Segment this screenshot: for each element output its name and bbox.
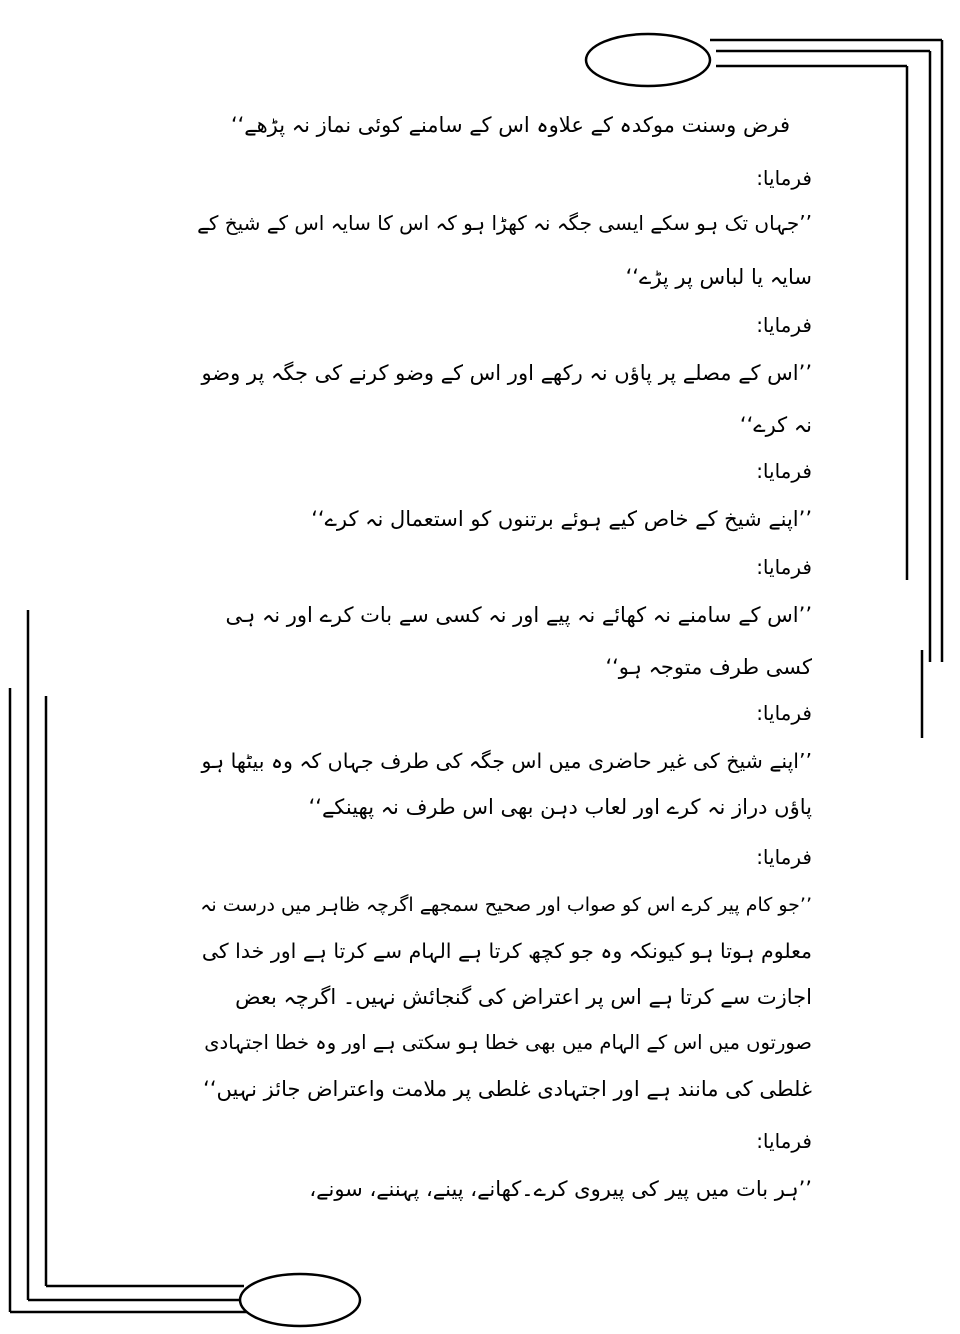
section-line: ’’اپنے شیخ کی غیر حاضری میں اس جگہ کی طرف جہاں کہ وہ بیٹھا ہو — [201, 749, 812, 773]
section-line: ’’جہاں تک ہو سکے ایسی جگہ نہ کھڑا ہو کہ اس کا سایہ اس کے شیخ کے — [197, 211, 812, 235]
section-label: فرمایا: — [756, 555, 812, 579]
section-line: صورتوں میں اس کے الہام میں بھی خطا ہو سکتی ہے اور وہ خطا اجتہادی — [204, 1031, 812, 1054]
section-line: نہ کرے‘‘ — [739, 413, 812, 437]
section-line: پاؤں دراز نہ کرے اور لعاب دہن بھی اس طرف نہ پھینکے‘‘ — [308, 795, 812, 819]
section-label: فرمایا: — [756, 313, 812, 337]
section-label: فرمایا: — [756, 701, 812, 725]
section-line: غلطی کی مانند ہے اور اجتہادی غلطی پر ملامت واعتراض جائز نہیں‘‘ — [203, 1077, 812, 1101]
section-line: کسی طرف متوجہ ہو‘‘ — [605, 655, 812, 679]
section-line: ’’اس کے مصلے پر پاؤں نہ رکھے اور اس کے وضو کرنے کی جگہ پر وضو — [201, 361, 812, 385]
section-line: اجازت سے کرتا ہے اس پر اعتراض کی گنجائش نہیں۔ اگرچہ بعض — [235, 985, 812, 1009]
section-line: ’’اس کے سامنے نہ کھائے نہ پیے اور نہ کسی سے بات کرے اور نہ ہی — [225, 603, 812, 627]
section-label: فرمایا: — [756, 166, 812, 190]
section-line: ’’اپنے شیخ کے خاص کیے ہوئے برتنوں کو استعمال نہ کرے‘‘ — [311, 507, 812, 531]
bottom-ornament-oval — [240, 1274, 360, 1326]
section-line: ’’جو کام پیر کرے اس کو صواب اور صحیح سمجھے اگرچہ ظاہر میں درست نہ — [200, 894, 812, 916]
section-label: فرمایا: — [756, 459, 812, 483]
section-line: سایہ یا لباس پر پڑے‘‘ — [625, 265, 812, 289]
intro-line: فرض وسنت موکدہ کے علاوہ اس کے سامنے کوئی نماز نہ پڑھے‘‘ — [230, 113, 790, 137]
section-label: فرمایا: — [756, 1129, 812, 1153]
section-line: معلوم ہوتا ہو کیونکہ وہ جو کچھ کرتا ہے الہام سے کرتا ہے اور خدا کی — [201, 939, 812, 963]
section-label: فرمایا: — [756, 845, 812, 869]
section-line: ’’ہر بات میں پیر کی پیروی کرے۔کھانے، پینے، پہننے، سونے، — [309, 1177, 812, 1201]
top-ornament-oval — [586, 34, 710, 86]
